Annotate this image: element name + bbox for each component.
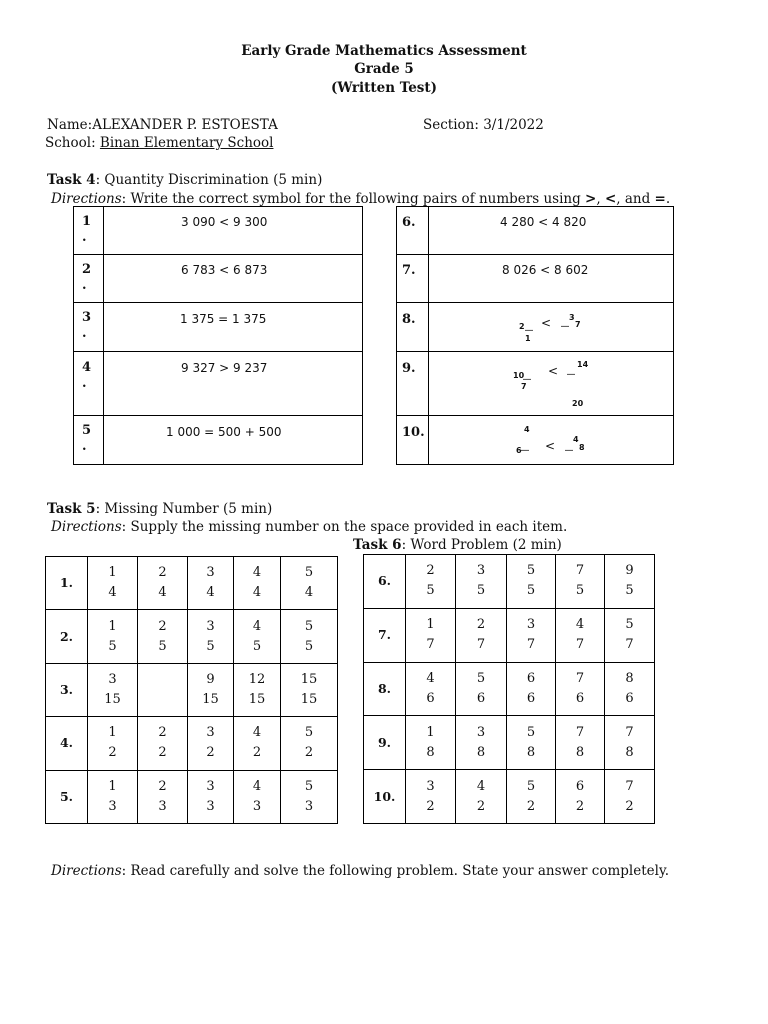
table-row — [364, 662, 655, 716]
fraction-cell — [507, 555, 556, 609]
cell-top: 5 — [526, 563, 536, 579]
task4-right-box — [396, 206, 674, 465]
fraction-cell — [406, 770, 456, 824]
cell-bottom: 6 — [476, 690, 486, 706]
fraction-cell — [556, 555, 605, 609]
fraction-cell — [406, 608, 456, 662]
final-directions-label: Directions — [51, 863, 122, 879]
cell-top: 2 — [158, 778, 167, 794]
fraction-cell — [556, 716, 605, 770]
cell-top: 2 — [426, 563, 435, 579]
cell-bottom: 5 — [206, 638, 215, 654]
task6-grid — [363, 554, 655, 824]
student-name-line — [47, 117, 278, 133]
task4-left-rule — [73, 302, 363, 303]
cell-bottom: 5 — [158, 638, 167, 654]
fraction-cell — [605, 770, 655, 824]
table-row — [46, 610, 338, 663]
cell-bottom: 6 — [575, 690, 585, 706]
comparison-symbol: < — [545, 439, 556, 453]
task4-comparison: 9 327 > 9 237 — [181, 361, 268, 375]
cell-bottom: 5 — [476, 583, 486, 599]
cell-bottom: 15 — [300, 691, 318, 707]
cell-top: 9 — [206, 671, 215, 687]
fraction-cell — [406, 662, 456, 716]
fraction-numerator: 2 — [519, 322, 525, 331]
fraction-cell — [88, 663, 138, 716]
fraction-denominator: 1 — [525, 334, 531, 343]
fraction-cell — [234, 610, 281, 663]
item-num: 5 — [82, 423, 92, 438]
task4-left-rule — [73, 351, 363, 352]
table-row — [46, 717, 338, 770]
fraction-bar: __ — [561, 318, 569, 327]
task4-comparison: 1 375 = 1 375 — [180, 312, 267, 326]
cell-bottom: 2 — [426, 798, 435, 814]
cell-top: 6 — [575, 778, 585, 794]
task4-right-rule — [396, 302, 674, 303]
cell-top: 2 — [158, 725, 167, 741]
cell-bottom: 15 — [248, 691, 266, 707]
cell-top: 4 — [252, 778, 262, 794]
cell-bottom: 15 — [202, 691, 219, 707]
task4-comparison: 6 783 < 6 873 — [181, 263, 268, 277]
cell-top: 5 — [304, 778, 314, 794]
cell-top: 5 — [526, 778, 536, 794]
name-label: Name: — [47, 117, 93, 133]
fraction-numerator: 3 — [569, 313, 575, 322]
cell-bottom: 3 — [158, 798, 167, 814]
fraction-cell — [88, 770, 138, 823]
task4-table — [73, 206, 674, 465]
fraction-cell — [605, 662, 655, 716]
task4-heading — [47, 172, 322, 188]
fraction-cell — [88, 717, 138, 770]
task4-left-rule — [73, 415, 363, 416]
fraction-cell — [456, 608, 507, 662]
task4-right-rule — [396, 351, 674, 352]
school-line — [45, 135, 273, 151]
task6-heading — [353, 537, 562, 553]
cell-top: 3 — [476, 724, 486, 740]
item-num: 4 — [82, 360, 92, 375]
cell-top: 3 — [206, 618, 215, 634]
cell-bottom: 5 — [426, 583, 435, 599]
fraction-cell — [556, 770, 605, 824]
fraction-cell — [281, 663, 338, 716]
cell-bottom: 2 — [526, 798, 536, 814]
task4-item-number: 9. — [402, 361, 416, 376]
cell-bottom: 6 — [625, 690, 634, 706]
cell-bottom: 15 — [104, 691, 121, 707]
cell-bottom: 5 — [526, 583, 536, 599]
task4-directions-label: Directions — [51, 191, 122, 207]
cell-top: 3 — [476, 563, 486, 579]
fraction-cell — [88, 557, 138, 610]
task4-comparison: 1 000 = 500 + 500 — [166, 425, 282, 439]
cell-bottom: 8 — [575, 744, 585, 760]
cell-bottom: 5 — [108, 638, 117, 654]
comparison-symbol: < — [548, 364, 559, 378]
task4-right-rule — [396, 415, 674, 416]
cell-bottom: 6 — [526, 690, 536, 706]
cell-top: 3 — [426, 778, 435, 794]
cell-top: 7 — [625, 778, 634, 794]
fraction-cell — [605, 555, 655, 609]
row-number: 10. — [364, 770, 406, 824]
cell-bottom: 5 — [625, 583, 634, 599]
task4-left-rule — [73, 254, 363, 255]
comparison-symbol: < — [541, 316, 552, 330]
cell-top: 2 — [476, 617, 486, 633]
item-num: 3 — [82, 310, 92, 325]
row-number: 2. — [46, 610, 88, 663]
cell-top: 2 — [158, 618, 167, 634]
fraction-cell — [456, 555, 507, 609]
fraction-cell — [188, 610, 234, 663]
cell-top: 3 — [206, 725, 215, 741]
task4-label: Task 4 — [47, 172, 96, 188]
cell-bottom: 7 — [575, 637, 585, 653]
fraction-numerator: 10 — [513, 371, 525, 380]
fraction-cell — [234, 717, 281, 770]
cell-bottom: 2 — [108, 745, 117, 761]
row-number: 5. — [46, 770, 88, 823]
cell-top: 12 — [248, 671, 266, 687]
cell-bottom: 2 — [252, 745, 262, 761]
task4-comparison: 8 026 < 8 602 — [502, 263, 589, 277]
row-number: 7. — [364, 608, 406, 662]
cell-bottom: 5 — [252, 638, 262, 654]
missing-number-cell[interactable] — [138, 663, 188, 716]
cell-bottom: 4 — [252, 585, 262, 601]
cell-bottom: 8 — [426, 744, 435, 760]
cell-bottom: 4 — [158, 585, 167, 601]
task5-directions-text: : Supply the missing number on the space provided in each item. — [121, 519, 568, 535]
cell-top: 1 — [108, 725, 117, 741]
table-row — [46, 770, 338, 823]
student-name: ALEXANDER P. ESTOESTA — [92, 117, 278, 133]
fraction-cell — [281, 557, 338, 610]
fraction-denominator: 7 — [575, 320, 581, 329]
cell-top: 15 — [300, 671, 318, 687]
fraction-cell — [138, 557, 188, 610]
cell-top: 7 — [575, 724, 585, 740]
fraction-numerator: 4 — [524, 425, 530, 434]
cell-bottom: 4 — [108, 585, 117, 601]
fraction-cell — [456, 770, 507, 824]
cell-top: 8 — [625, 670, 634, 686]
cell-bottom: 3 — [108, 798, 117, 814]
item-dot: . — [82, 230, 87, 245]
fraction-cell — [281, 770, 338, 823]
symbol-less: < — [604, 191, 617, 207]
cell-top: 3 — [206, 778, 215, 794]
cell-bottom: 4 — [304, 585, 314, 601]
cell-bottom: 3 — [206, 798, 215, 814]
table-row — [46, 557, 338, 610]
cell-top: 4 — [426, 670, 435, 686]
cell-top: 4 — [252, 725, 262, 741]
fraction-numerator: 4 — [573, 435, 579, 444]
task4-item-number — [82, 360, 91, 392]
fraction-cell — [507, 770, 556, 824]
item-num: 2 — [82, 262, 92, 277]
fraction-cell — [281, 717, 338, 770]
task5-directions — [51, 519, 567, 535]
fraction-cell — [507, 716, 556, 770]
task4-right-divider — [428, 206, 429, 465]
cell-bottom: 7 — [526, 637, 536, 653]
school-label: School: — [45, 135, 96, 151]
item-dot: . — [82, 278, 87, 293]
row-number: 3. — [46, 663, 88, 716]
fraction-cell — [456, 716, 507, 770]
task4-title: : Quantity Discrimination (5 min) — [95, 172, 323, 188]
fraction-bar: __ — [525, 322, 533, 331]
fraction-cell — [234, 770, 281, 823]
cell-top: 5 — [304, 618, 314, 634]
fraction-denominator: 7 — [521, 382, 527, 391]
cell-bottom: 3 — [252, 798, 262, 814]
row-number: 8. — [364, 662, 406, 716]
assessment-title: Early Grade Mathematics Assessment — [241, 43, 527, 59]
task4-directions-text: : Write the correct symbol for the following pairs of numbers using — [121, 191, 586, 207]
symbol-equal: = — [654, 191, 666, 207]
cell-top: 3 — [108, 671, 117, 687]
cell-top: 9 — [625, 563, 634, 579]
cell-top: 4 — [575, 617, 585, 633]
fraction-cell — [138, 610, 188, 663]
task4-item-number: 8. — [402, 312, 416, 327]
task5-label: Task 5 — [47, 501, 96, 517]
task4-item-number — [82, 262, 91, 294]
fraction-cell — [406, 716, 456, 770]
cell-bottom: 8 — [476, 744, 486, 760]
task4-item-number: 6. — [402, 215, 416, 230]
cell-bottom: 2 — [476, 798, 486, 814]
row-number: 4. — [46, 717, 88, 770]
cell-bottom: 4 — [206, 585, 215, 601]
fraction-numerator: 14 — [577, 360, 589, 369]
task6-label: Task 6 — [353, 537, 402, 553]
fraction-cell — [507, 662, 556, 716]
cell-bottom: 8 — [625, 744, 634, 760]
task4-left-divider — [103, 206, 104, 465]
cell-bottom: 5 — [575, 583, 585, 599]
fraction-cell — [88, 610, 138, 663]
fraction-bar: __ — [565, 442, 573, 451]
fraction-cell — [456, 662, 507, 716]
cell-top: 1 — [108, 565, 117, 581]
fraction-cell — [281, 610, 338, 663]
final-directions-text: : Read carefully and solve the following problem. State your answer completely. — [121, 863, 670, 879]
fraction-bar: __ — [567, 366, 575, 375]
fraction-cell — [138, 770, 188, 823]
task4-item-number — [82, 310, 91, 342]
cell-top: 6 — [526, 670, 536, 686]
cell-top: 4 — [252, 565, 262, 581]
cell-top: 5 — [304, 725, 314, 741]
task4-comparison: 3 090 < 9 300 — [181, 215, 268, 229]
task4-comparison: 4 280 < 4 820 — [500, 215, 587, 229]
cell-top: 5 — [476, 670, 486, 686]
word-problem-directions — [51, 863, 669, 879]
cell-top: 7 — [575, 670, 585, 686]
task5-heading — [47, 501, 272, 517]
fraction-bar: __ — [523, 371, 531, 380]
cell-bottom: 5 — [304, 638, 314, 654]
cell-top: 7 — [625, 724, 634, 740]
cell-top: 4 — [252, 618, 262, 634]
cell-bottom: 2 — [206, 745, 215, 761]
item-dot: . — [82, 326, 87, 341]
cell-bottom: 2 — [304, 745, 314, 761]
cell-top: 5 — [304, 565, 314, 581]
task5-grid — [45, 556, 338, 824]
cell-bottom: 3 — [304, 798, 314, 814]
item-dot: . — [82, 439, 87, 454]
row-number: 6. — [364, 555, 406, 609]
task4-item-number: 7. — [402, 263, 416, 278]
table-row — [364, 770, 655, 824]
section-line — [423, 117, 544, 133]
cell-top: 3 — [526, 617, 536, 633]
cell-bottom: 7 — [476, 637, 486, 653]
school-name: Binan Elementary School — [99, 135, 274, 151]
fraction-cell — [188, 663, 234, 716]
fraction-cell — [605, 716, 655, 770]
task6-title: : Word Problem (2 min) — [401, 537, 562, 553]
row-number: 1. — [46, 557, 88, 610]
fraction-cell — [605, 608, 655, 662]
item-dot: . — [82, 376, 87, 391]
cell-bottom: 2 — [575, 798, 585, 814]
fraction-denominator: 20 — [572, 399, 584, 408]
cell-bottom: 6 — [426, 690, 435, 706]
fraction-denominator: 8 — [579, 443, 585, 452]
task4-sep2: , and — [616, 191, 655, 207]
fraction-cell — [406, 555, 456, 609]
fraction-bar: __ — [521, 442, 529, 451]
cell-top: 4 — [476, 778, 486, 794]
fraction-cell — [138, 717, 188, 770]
fraction-cell — [188, 717, 234, 770]
table-row — [364, 608, 655, 662]
cell-bottom: 2 — [625, 798, 634, 814]
task4-item-number — [82, 423, 91, 455]
cell-top: 1 — [426, 617, 435, 633]
task4-item-number: 10. — [402, 425, 425, 440]
cell-top: 2 — [158, 565, 167, 581]
cell-top: 7 — [575, 563, 585, 579]
task5-title: : Missing Number (5 min) — [95, 501, 273, 517]
cell-bottom: 8 — [526, 744, 536, 760]
task4-item-number — [82, 214, 91, 246]
grade-label: Grade 5 — [354, 61, 414, 77]
section-value: 3/1/2022 — [483, 117, 544, 133]
task4-sep1: , — [596, 191, 605, 207]
test-type-label: (Written Test) — [330, 80, 438, 96]
cell-bottom: 7 — [625, 637, 634, 653]
task5-directions-label: Directions — [51, 519, 122, 535]
fraction-cell — [188, 770, 234, 823]
row-number: 9. — [364, 716, 406, 770]
fraction-cell — [556, 662, 605, 716]
cell-top: 5 — [625, 617, 634, 633]
cell-bottom: 7 — [426, 637, 435, 653]
fraction-cell — [234, 557, 281, 610]
cell-bottom: 2 — [158, 745, 167, 761]
table-row — [364, 555, 655, 609]
cell-top: 3 — [206, 565, 215, 581]
cell-top: 5 — [526, 724, 536, 740]
table-row — [46, 663, 338, 716]
fraction-cell — [507, 608, 556, 662]
fraction-cell — [556, 608, 605, 662]
fraction-cell — [188, 557, 234, 610]
cell-top: 1 — [426, 724, 435, 740]
task4-end: . — [665, 191, 671, 207]
task4-right-rule — [396, 254, 674, 255]
section-label: Section: — [423, 117, 479, 133]
symbol-greater: > — [585, 191, 597, 207]
fraction-denominator: 6 — [516, 446, 522, 455]
task4-directions — [51, 191, 670, 207]
cell-top: 1 — [108, 618, 117, 634]
fraction-cell — [234, 663, 281, 716]
item-num: 1 — [82, 214, 92, 229]
cell-top: 1 — [108, 778, 117, 794]
table-row — [364, 716, 655, 770]
